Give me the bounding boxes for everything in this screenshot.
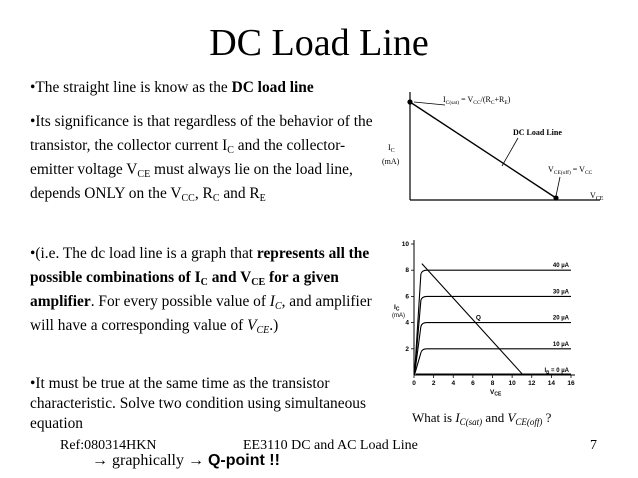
cutoff-label-leader [556,177,560,196]
footer-course: EE3110 DC and AC Load Line [243,438,418,453]
x-tick-label: 4 [451,380,456,387]
cutoff-voltage-label: $V_{CE(off)} = V_{CC}$ [548,165,593,176]
bullet-definition: •(i.e. The dc load line is a graph that represents all the possible combinations of $I_C$ and $V_{CE}$ for a given amplifier. For every possible value of $I_C$, and amplifier will have a corresponding value of $V_{CE}$.) [30,245,372,336]
x-tick-label: 0 [412,380,416,387]
y-tick-label: 6 [405,293,409,301]
curve-ib-1 [414,296,571,375]
x-tick-label: 2 [431,380,436,387]
series-label: 10 µA [552,341,569,348]
page-number: 7 [590,438,597,453]
x-tick-label: 16 [567,380,575,387]
chart-y-label: $I_C$ [394,304,400,313]
q-point-label: Q [475,314,481,322]
diagram-x-label: $V_{CE}$ [590,191,604,202]
slide-title: DC Load Line [209,22,429,64]
cutoff-point-marker [553,195,558,200]
characteristic-chart [386,232,586,402]
x-tick-label: 8 [490,380,495,387]
y-tick-label: 4 [405,319,409,327]
sat-current-label: $I_{C(sat)} = V_{CC}/(R_C+R_E)$ [443,95,511,106]
arrow-right-icon: → [92,452,108,469]
question-text: What is $I_{C(sat)}$ and $V_{CE(off)}$ ? [412,410,552,427]
diagram-load-line-label: DC Load Line [513,128,562,137]
series-label: 20 µA [552,315,569,322]
load-line-label-leader [502,138,518,166]
x-tick-label: 12 [528,380,536,387]
arrow-right-icon: → [187,452,204,469]
bullet-dc-load-line: •The straight line is know as the DC load line [30,79,314,96]
diagram-load-line [410,102,556,198]
bullet-significance: •Its significance is that regardless of the behavior of the transistor, the collector current $I_C$ and the collector-emitter voltage $V_{CE}$ must always lie on the load line, depends ONLY on the $V_{CC}$, $R_C$ and $R_E$ [30,113,373,204]
graphical-solution-line: → graphically → Q-point !! [92,452,280,469]
chart-y-unit: (mA) [392,313,405,319]
x-tick-label: 14 [547,380,555,387]
x-tick-label: 10 [508,380,516,387]
y-tick-label: 10 [401,241,409,248]
x-tick-label: 6 [471,380,475,387]
load-line [422,264,522,374]
dc-load-line-diagram [370,88,632,218]
y-tick-label: 2 [405,345,409,353]
footer-reference: Ref:080314HKN [60,438,157,453]
chart-x-label: $V_{CE}$ [490,389,502,398]
series-label: $I_B = 0$ µA [544,368,569,375]
sat-point-marker [407,99,412,104]
bullet-simultaneous: •It must be true at the same time as the transistor characteristic. Solve two condition using simultaneous equation [30,375,366,432]
series-label: 30 µA [552,289,569,296]
y-tick-label: 8 [405,267,409,275]
series-label: 40 µA [552,263,569,270]
diagram-y-label: $I_C$ [388,143,395,154]
diagram-y-unit: (mA) [382,157,400,166]
sat-label-leader [414,102,445,105]
